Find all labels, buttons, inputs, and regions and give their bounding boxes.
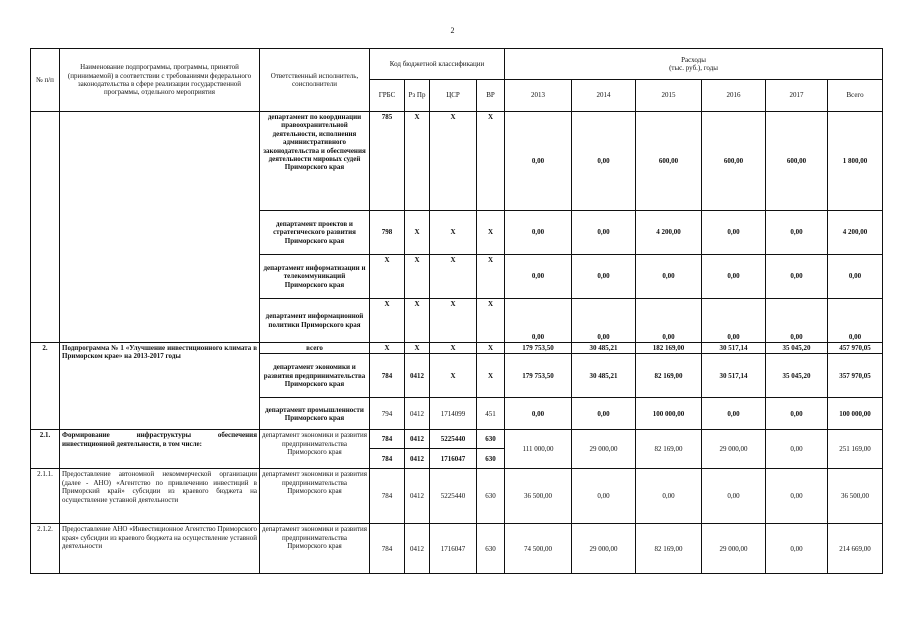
row-csr: X <box>430 112 477 211</box>
row-2017: 0,00 <box>766 469 828 524</box>
row-rzpr: X <box>405 299 430 343</box>
row-rzpr: 0412 <box>405 430 430 449</box>
row-csr: 1716047 <box>430 524 477 574</box>
row-2013: 0,00 <box>505 255 572 299</box>
row-executor: департамент по координации правоохранительной деятельности, исполнения административного законодательства и обеспечения деятельности мировых судей Приморского края <box>260 112 370 211</box>
row-csr: 1714099 <box>430 398 477 430</box>
table-row <box>31 524 883 574</box>
row-name: Подпрограмма № 1 «Улучшение инвестиционного климата в Приморском крае» на 2013-2017 годы <box>60 343 260 430</box>
row-rzpr: X <box>405 211 430 255</box>
row-grbs: X <box>370 255 405 299</box>
row-total: 1 800,00 <box>828 112 883 211</box>
row-2017: 0,00 <box>766 255 828 299</box>
row-2016: 0,00 <box>702 398 766 430</box>
row-vr: X <box>477 354 505 398</box>
row-grbs: 785 <box>370 112 405 211</box>
row-executor: департамент экономики и развития предпринимательства Приморского края <box>260 354 370 398</box>
row-2016: 30 517,14 <box>702 354 766 398</box>
table-row <box>31 430 883 449</box>
header-2015: 2015 <box>636 80 702 112</box>
row-2017: 600,00 <box>766 112 828 211</box>
row-vr: 630 <box>477 469 505 524</box>
row-executor: департамент экономики и развития предпринимательства Приморского края <box>260 469 370 524</box>
row-grbs: 794 <box>370 398 405 430</box>
row-2016: 0,00 <box>702 211 766 255</box>
row-2016: 0,00 <box>702 469 766 524</box>
row-vr: X <box>477 112 505 211</box>
row-total: 100 000,00 <box>828 398 883 430</box>
header-2014: 2014 <box>572 80 636 112</box>
row-2016: 29 000,00 <box>702 524 766 574</box>
row-2014: 29 000,00 <box>572 524 636 574</box>
header-csr: ЦСР <box>430 80 477 112</box>
row-csr: 5225440 <box>430 430 477 449</box>
row-total: 214 669,00 <box>828 524 883 574</box>
row-2015: 100 000,00 <box>636 398 702 430</box>
row-2014: 0,00 <box>572 211 636 255</box>
row-2017: 0,00 <box>766 430 828 469</box>
row-num: 2.1.2. <box>31 524 60 574</box>
row-2017: 35 045,20 <box>766 343 828 354</box>
row-2014: 0,00 <box>572 255 636 299</box>
row-2015: 82 169,00 <box>636 524 702 574</box>
row-2014: 30 485,21 <box>572 343 636 354</box>
header-budget-code: Код бюджетной классификации <box>370 49 505 80</box>
table-row <box>31 469 883 524</box>
row-2013: 179 753,50 <box>505 343 572 354</box>
row-vr: X <box>477 255 505 299</box>
row-vr: 630 <box>477 524 505 574</box>
table-row <box>31 112 883 211</box>
header-num: № п/п <box>31 49 60 112</box>
row-2016: 0,00 <box>702 255 766 299</box>
header-executor: Ответственный исполнитель, соисполнители <box>260 49 370 112</box>
row-rzpr: X <box>405 255 430 299</box>
row-grbs: X <box>370 343 405 354</box>
row-executor: департамент проектов и стратегического развития Приморского края <box>260 211 370 255</box>
row-num: 2.1. <box>31 430 60 469</box>
row-csr: X <box>430 354 477 398</box>
row-executor: департамент информатизации и телекоммуникаций Приморского края <box>260 255 370 299</box>
row-2016: 29 000,00 <box>702 430 766 469</box>
row-rzpr: 0412 <box>405 469 430 524</box>
row-2015: 600,00 <box>636 112 702 211</box>
row-grbs: 784 <box>370 449 405 469</box>
row-name: Предоставление автономной некоммерческой организации (далее - АНО) «Агентство по привлечению инвестиций в Приморский край» субсидии из краевого бюджета на осуществление уставной деятельности <box>60 469 260 524</box>
row-2013: 179 753,50 <box>505 354 572 398</box>
row-grbs: X <box>370 299 405 343</box>
row-2014: 0,00 <box>572 398 636 430</box>
row-csr: 1716047 <box>430 449 477 469</box>
row-2016: 30 517,14 <box>702 343 766 354</box>
row-csr: X <box>430 299 477 343</box>
header-total: Всего <box>828 80 883 112</box>
row-executor: департамент экономики и развития предпринимательства Приморского края <box>260 430 370 469</box>
row-2016: 0,00 <box>702 299 766 343</box>
row-total: 357 970,05 <box>828 354 883 398</box>
row-executor: департамент информационной политики Приморского края <box>260 299 370 343</box>
row-2017: 0,00 <box>766 299 828 343</box>
row-vr: X <box>477 211 505 255</box>
row-2013: 0,00 <box>505 398 572 430</box>
row-total: 36 500,00 <box>828 469 883 524</box>
row-2014: 30 485,21 <box>572 354 636 398</box>
row-name-cell <box>60 112 260 343</box>
row-2017: 0,00 <box>766 524 828 574</box>
row-2015: 82 169,00 <box>636 354 702 398</box>
row-2013: 0,00 <box>505 211 572 255</box>
row-2015: 0,00 <box>636 299 702 343</box>
row-total: 4 200,00 <box>828 211 883 255</box>
row-2017: 0,00 <box>766 211 828 255</box>
row-executor: департамент промышленности Приморского края <box>260 398 370 430</box>
row-2014: 0,00 <box>572 469 636 524</box>
header-2017: 2017 <box>766 80 828 112</box>
row-2014: 0,00 <box>572 299 636 343</box>
row-total: 0,00 <box>828 255 883 299</box>
row-2013: 36 500,00 <box>505 469 572 524</box>
row-num: 2. <box>31 343 60 430</box>
row-name: Формирование инфраструктуры обеспечения инвестиционной деятельности, в том числе: <box>60 430 260 469</box>
row-name: Предоставление АНО «Инвестиционное Агентство Приморского края» субсидии из краевого бюджета на осуществление уставной деятельности <box>60 524 260 574</box>
row-csr: 5225440 <box>430 469 477 524</box>
row-grbs: 784 <box>370 469 405 524</box>
row-2015: 4 200,00 <box>636 211 702 255</box>
row-rzpr: 0412 <box>405 354 430 398</box>
row-2013: 111 000,00 <box>505 430 572 469</box>
budget-table <box>30 48 883 574</box>
row-2013: 0,00 <box>505 299 572 343</box>
row-vr: X <box>477 299 505 343</box>
row-rzpr: 0412 <box>405 398 430 430</box>
row-executor: департамент экономики и развития предпринимательства Приморского края <box>260 524 370 574</box>
row-2013: 0,00 <box>505 112 572 211</box>
header-grbs: ГРБС <box>370 80 405 112</box>
header-2016: 2016 <box>702 80 766 112</box>
row-total: 457 970,05 <box>828 343 883 354</box>
row-2016: 600,00 <box>702 112 766 211</box>
row-2017: 0,00 <box>766 398 828 430</box>
row-num: 2.1.1. <box>31 469 60 524</box>
row-2015: 182 169,00 <box>636 343 702 354</box>
row-executor: всего <box>260 343 370 354</box>
row-rzpr: X <box>405 343 430 354</box>
row-csr: X <box>430 255 477 299</box>
row-vr: 630 <box>477 449 505 469</box>
row-grbs: 798 <box>370 211 405 255</box>
row-2015: 0,00 <box>636 255 702 299</box>
row-rzpr: 0412 <box>405 524 430 574</box>
row-rzpr: X <box>405 112 430 211</box>
row-grbs: 784 <box>370 354 405 398</box>
table-row <box>31 343 883 354</box>
row-grbs: 784 <box>370 524 405 574</box>
row-grbs: 784 <box>370 430 405 449</box>
header-row-1 <box>31 49 883 80</box>
row-vr: X <box>477 343 505 354</box>
row-2014: 0,00 <box>572 112 636 211</box>
header-expenses: Расходы (тыс. руб.), годы <box>505 49 883 80</box>
row-total: 0,00 <box>828 299 883 343</box>
row-2014: 29 000,00 <box>572 430 636 469</box>
row-2013: 74 500,00 <box>505 524 572 574</box>
row-total: 251 169,00 <box>828 430 883 469</box>
row-2015: 82 169,00 <box>636 430 702 469</box>
header-rzpr: Рз Пр <box>405 80 430 112</box>
row-rzpr: 0412 <box>405 449 430 469</box>
header-vr: ВР <box>477 80 505 112</box>
row-num-cell <box>31 112 60 343</box>
header-name: Наименование подпрограммы, программы, принятой (принимаемой) в соответствии с требованиями федерального законодательства в сфере реализации государственной программы, отдельного мероприятия <box>60 49 260 112</box>
page-number: 2 <box>450 26 455 35</box>
row-vr: 630 <box>477 430 505 449</box>
row-csr: X <box>430 343 477 354</box>
row-2015: 0,00 <box>636 469 702 524</box>
row-csr: X <box>430 211 477 255</box>
header-2013: 2013 <box>505 80 572 112</box>
row-vr: 451 <box>477 398 505 430</box>
row-2017: 35 045,20 <box>766 354 828 398</box>
